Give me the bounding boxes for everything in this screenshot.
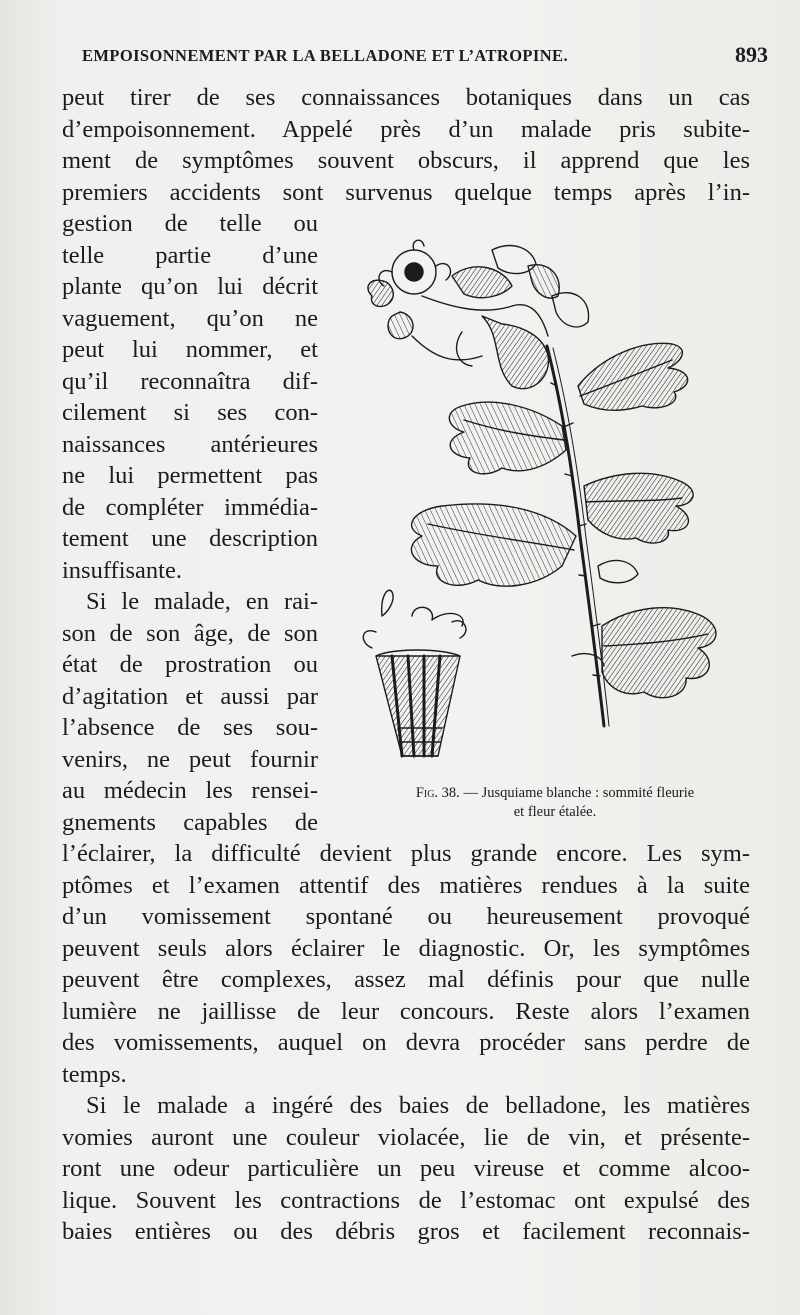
running-title: EMPOISONNEMENT PAR LA BELLADONE ET L’ATROPINE.: [82, 46, 568, 65]
text-line: état de prostration ou: [62, 651, 318, 678]
text-line: ment de symptômes souvent obscurs, il apprend que les: [62, 147, 750, 174]
text-line: gestion de telle ou: [62, 210, 318, 237]
text-line: qu’il reconnaîtra dif-: [62, 367, 318, 395]
text-line: peut lui nommer, et: [62, 336, 318, 363]
text-line: Si le malade a ingéré des baies de belladone, les matières: [86, 1092, 750, 1119]
text-line: venirs, ne peut fournir: [62, 745, 318, 773]
text-line: vomies auront une couleur violacée, lie de vin, et présente-: [62, 1123, 750, 1151]
text-line: peuvent être complexes, assez mal définis pour que nulle: [62, 966, 750, 993]
text-line: au médecin les rensei-: [62, 777, 318, 804]
text-line: baies entières ou des débris gros et facilement reconnais-: [62, 1218, 750, 1245]
page-header: [62, 38, 768, 74]
caption-line-1: [352, 784, 758, 803]
text-line: d’agitation et aussi par: [62, 682, 318, 710]
text-line: lique. Souvent les contractions de l’estomac ont expulsé des: [62, 1186, 750, 1214]
text-line: l’absence de ses sou-: [62, 714, 318, 741]
figure-label: Fig. 38.: [415, 785, 460, 801]
text-line: de compléter immédia-: [62, 493, 318, 521]
text-line: premiers accidents sont survenus quelque temps après l’in-: [62, 178, 750, 206]
text-line: telle partie d’une: [62, 241, 318, 269]
paragraph-bottom: [62, 838, 750, 1248]
text-line: peut tirer de ses connaissances botaniques dans un cas: [62, 84, 750, 111]
text-line: Si le malade, en rai-: [86, 588, 318, 615]
text-line: tement une description: [62, 525, 318, 552]
text-line: vaguement, qu’on ne: [62, 304, 318, 332]
text-line: naissances antérieures: [62, 430, 318, 458]
text-line: insuffisante.: [62, 556, 182, 584]
text-line: l’éclairer, la difficulté devient plus grande encore. Les sym-: [62, 840, 750, 867]
text-line: ptômes et l’examen attentif des matières rendues à la suite: [62, 871, 750, 899]
caption-text-2: et fleur étalée.: [513, 804, 597, 820]
paragraph-wrap: [62, 208, 318, 838]
text-line: d’un vomissement spontané ou heureusement provoqué: [62, 903, 750, 930]
text-line: gnements capables de: [62, 808, 318, 836]
text-line: son de son âge, de son: [62, 619, 318, 647]
text-line: ne lui permettent pas: [62, 462, 318, 489]
paragraph-top: [62, 82, 750, 208]
caption-text-1: — Jusquiame blanche : sommité fleurie: [463, 785, 695, 801]
figure-caption: [352, 784, 758, 822]
text-line: peuvent seuls alors éclairer le diagnostic. Or, les symptômes: [62, 934, 750, 962]
henbane-illustration: [352, 236, 758, 780]
text-line: ront une odeur particulière un peu vireuse et comme alcoo-: [62, 1155, 750, 1182]
text-line: cilement si ses con-: [62, 399, 318, 426]
text-line: plante qu’on lui décrit: [62, 273, 318, 300]
page-number: 893: [735, 42, 768, 67]
text-line: des vomissements, auquel on devra procéder sans perdre de: [62, 1029, 750, 1056]
text-line: d’empoisonnement. Appelé près d’un malade pris subite-: [62, 115, 750, 143]
text-line: temps.: [62, 1060, 127, 1088]
text-line: lumière ne jaillisse de leur concours. Reste alors l’examen: [62, 997, 750, 1025]
